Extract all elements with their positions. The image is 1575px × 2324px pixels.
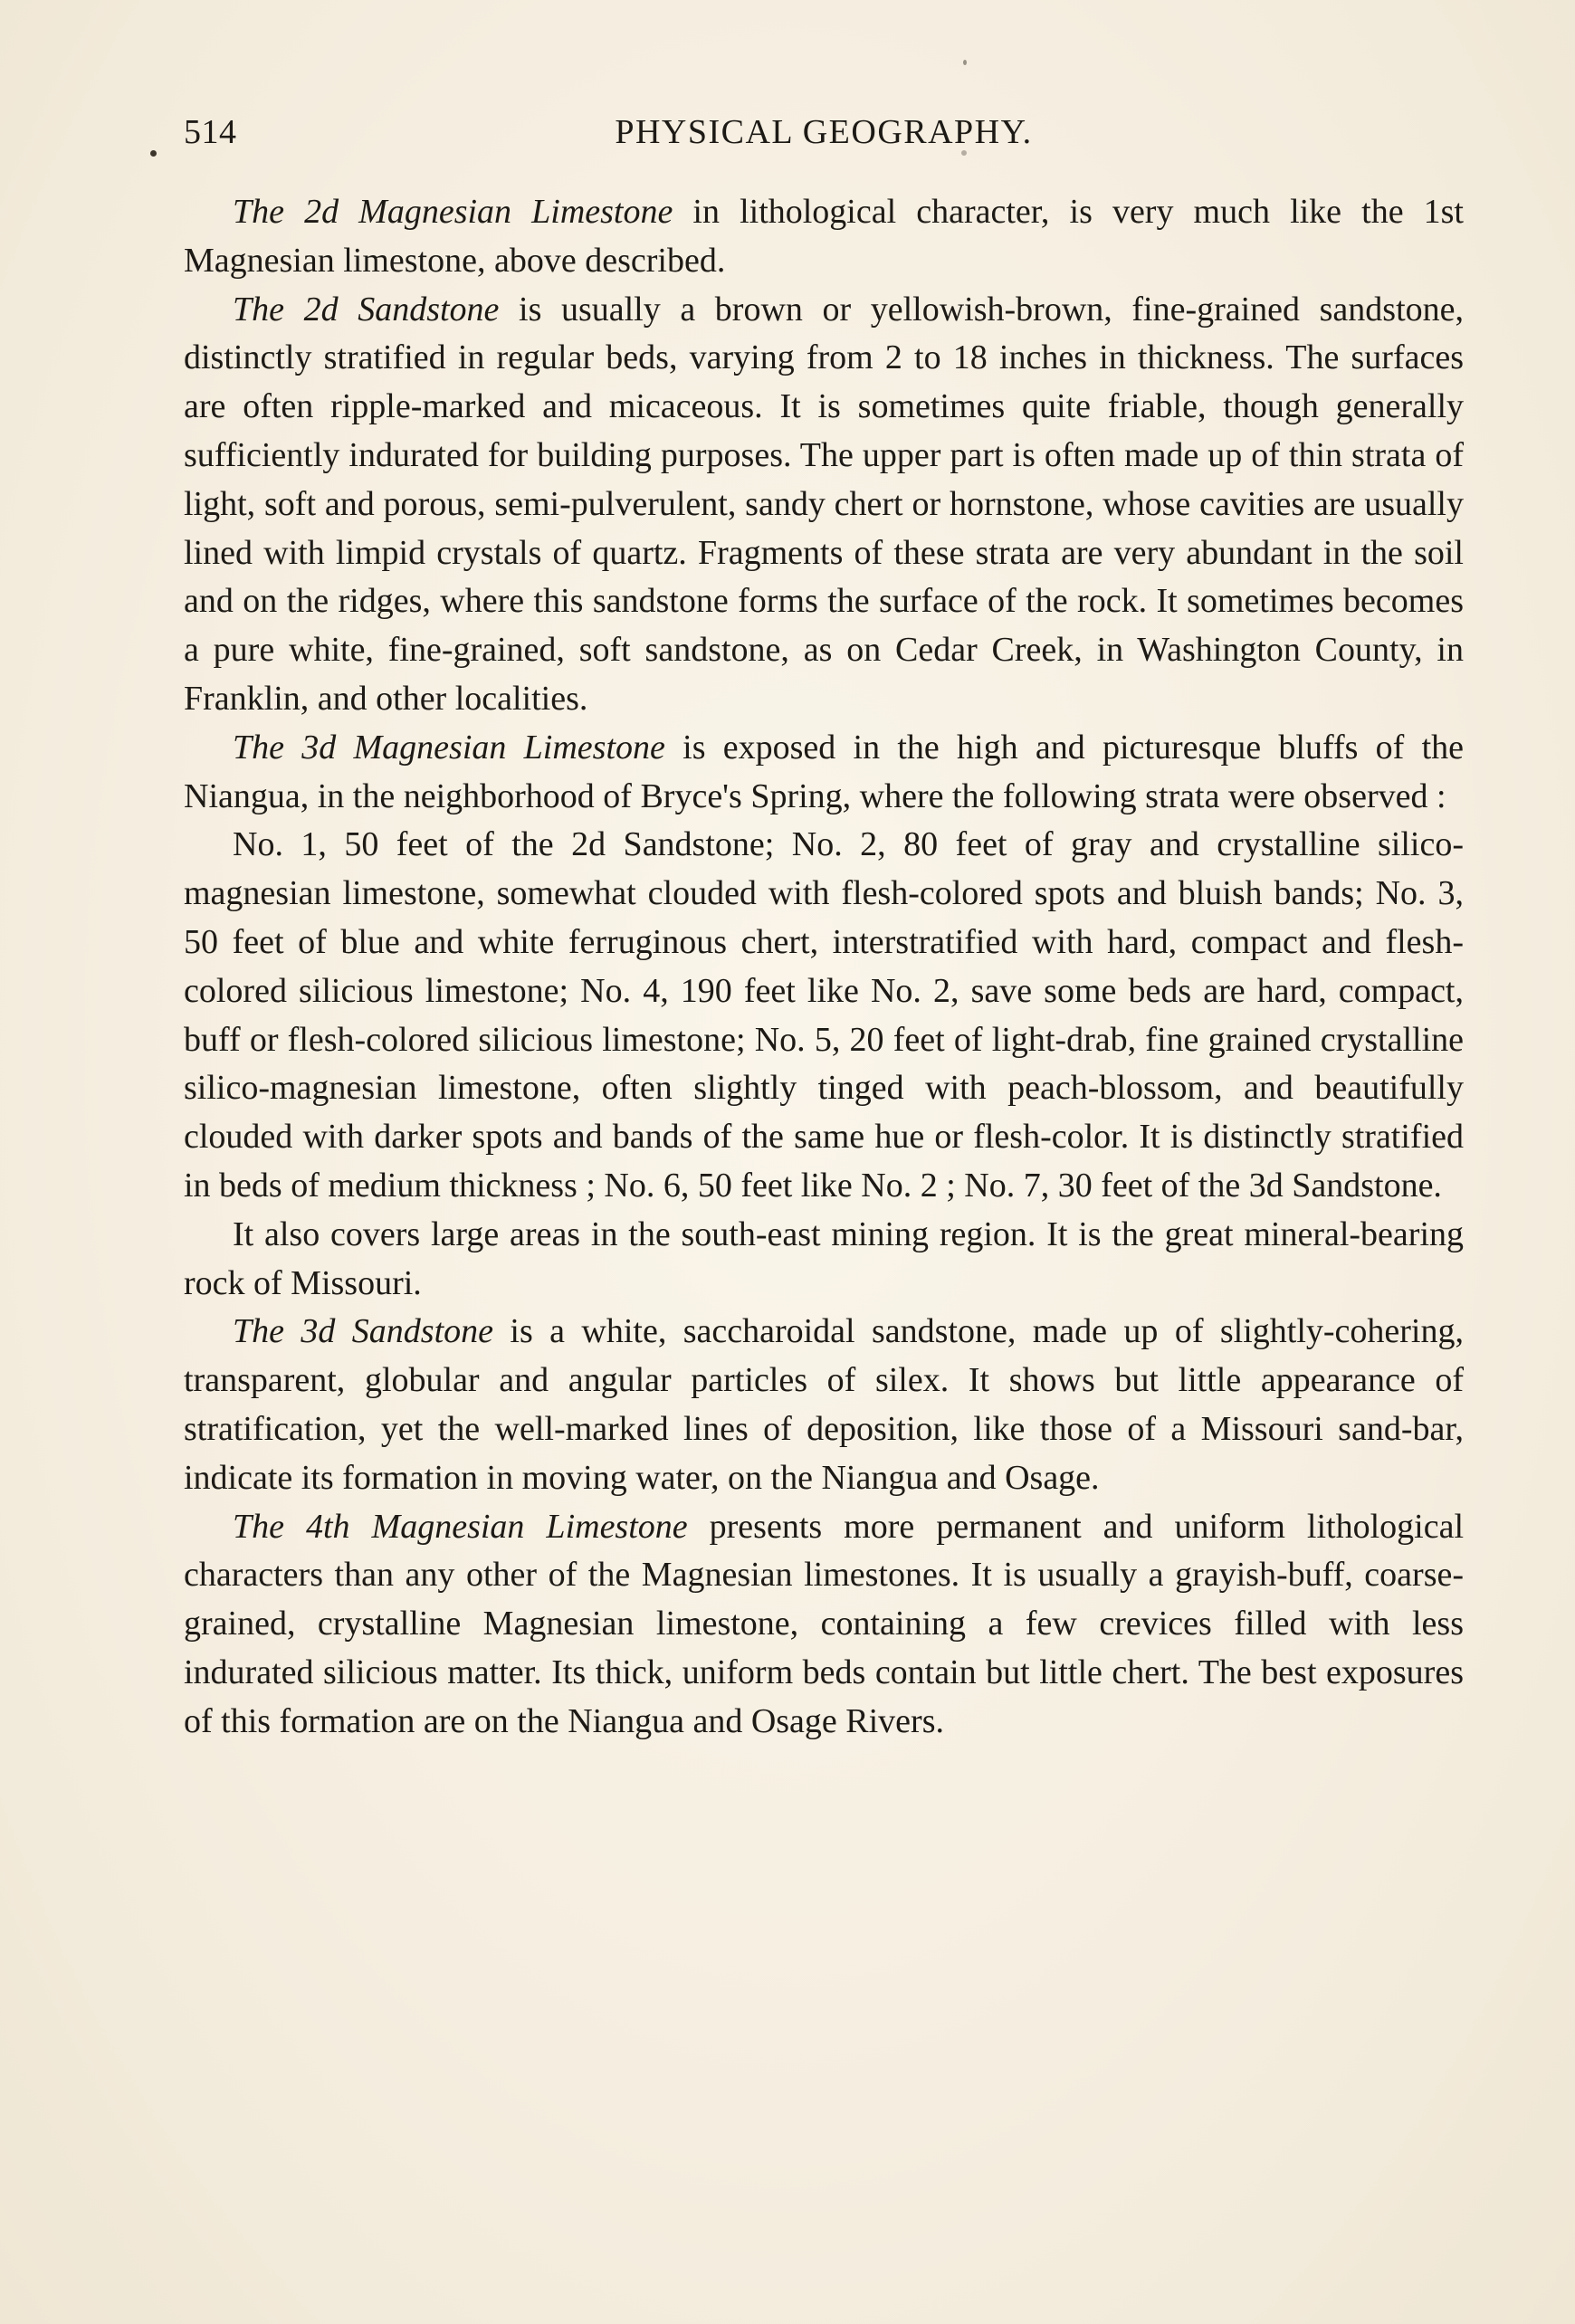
paragraph-2d-sandstone [184, 286, 1464, 724]
paper-speck [963, 60, 967, 65]
paragraph-text: is usually a brown or yellowish-brown, fine-grained sandstone, distinctly stratified in regular beds, varying from 2 to 18 inches in thickness. The surfaces are often ripple-marked and micaceous. It is sometimes quite friable, though generally sufficiently indurated for building purposes. The upper part is often made up of thin strata of light, soft and porous, semi-pulverulent, sandy chert or hornstone, whose cavities are usually lined with limpid crystals of quartz. Fragments of these strata are very abundant in the soil and on the ridges, where this sandstone forms the surface of the rock. It sometimes becomes a pure white, fine-grained, soft sandstone, as on Cedar Creek, in Washington County, in Franklin, and other localities. [184, 290, 1465, 718]
paragraph-2d-magnesian-limestone [184, 188, 1464, 286]
paragraph-mining-region [184, 1211, 1464, 1309]
paper-speck [150, 150, 157, 157]
paragraph-title: The 2d Magnesian Limestone [233, 193, 673, 231]
paragraph-text: It also covers large areas in the south-east mining region. It is the great mineral-bearing rock of Missouri. [184, 1214, 1464, 1302]
paper-speck [961, 150, 967, 156]
paragraph-text: is a white, saccharoidal sandstone, made up of slightly-cohering, transparent, globular and angular particles of silex. It shows but little appearance of stratification, yet the well-marked lines of deposition, like those of a Missouri sand-bar, indicate its formation in moving water, on the Niangua and Osage. [184, 1312, 1464, 1497]
paragraph-title: The 2d Sandstone [233, 290, 500, 329]
running-head: PHYSICAL GEOGRAPHY. [615, 113, 1033, 151]
paragraph-4th-magnesian-limestone [184, 1503, 1464, 1747]
paragraph-text: in lithological character, is very much like the 1st Magnesian limestone, above described. [184, 193, 1464, 280]
paragraph-text: presents more permanent and uniform lithological characters than any other of the Magnesian limestones. It is usually a grayish-buff, coarse-grained, crystalline Magnesian limestone, containing a few crevices filled with less indurated silicious matter. Its thick, uniform beds contain but little chert. The best exposures of this formation are on the Niangua and Osage Rivers. [184, 1507, 1465, 1740]
paragraph-text: is exposed in the high and picturesque bluffs of the Niangua, in the neighborhood of Bryce's Spring, where the following strata were observed : [184, 728, 1464, 815]
paragraph-title: The 4th Magnesian Limestone [233, 1507, 688, 1546]
paragraph-3d-magnesian-limestone [184, 724, 1464, 822]
paragraph-title: The 3d Magnesian Limestone [233, 728, 665, 767]
paragraph-title: The 3d Sandstone [233, 1312, 493, 1351]
page-header [184, 112, 1464, 157]
paragraph-3d-sandstone [184, 1308, 1464, 1502]
paragraph-strata-list [184, 821, 1464, 1210]
page-number: 514 [184, 113, 237, 151]
body-text [184, 188, 1464, 1747]
paragraph-text: No. 1, 50 feet of the 2d Sandstone; No. 2, 80 feet of gray and crystalline silico-magnesian limestone, somewhat clouded with flesh-colored spots and bluish bands; No. 3, 50 feet of blue and white ferruginous chert, interstratified with hard, compact and flesh-colored silicious limestone; No. 4, 190 feet like No. 2, save some beds are hard, compact, buff or flesh-colored silicious limestone; No. 5, 20 feet of light-drab, fine grained crystalline silico-magnesian limestone, often slightly tinged with peach-blossom, and beautifully clouded with darker spots and bands of the same hue or flesh-color. It is distinctly stratified in beds of medium thickness ; No. 6, 50 feet like No. 2 ; No. 7, 30 feet of the 3d Sandstone. [184, 825, 1464, 1205]
